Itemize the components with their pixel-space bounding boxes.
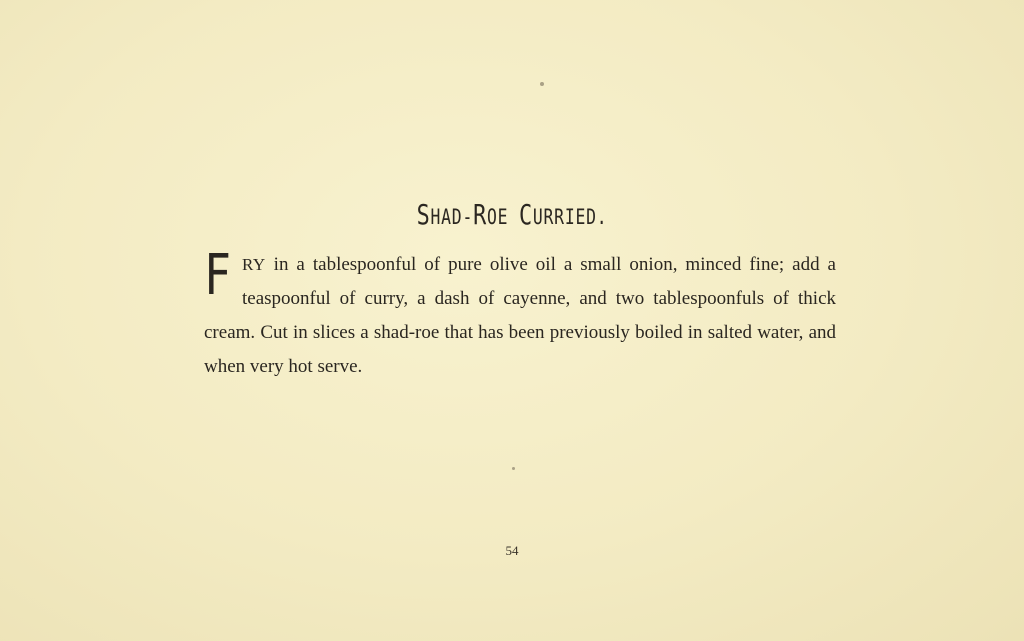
recipe-title [113,198,912,231]
title-initial-2: R [473,198,488,231]
paper-speck [512,467,515,470]
recipe-body-text: in a tablespoonful of pure olive oil a small onion, minced fine; add a teaspoonful of curry, a dash of cayenne, and two tablespoonfuls of thick cream. Cut in slices a shad-roe that has been previously boiled in salted water, and when very hot serve. [204,254,836,377]
title-initial-1: S [416,198,431,231]
recipe-paragraph [204,243,836,384]
title-initial-3: C [518,198,533,231]
page-number: 54 [505,543,519,558]
paper-speck [540,82,544,86]
drop-cap: F [204,243,231,308]
title-smallcaps-3: URRIED. [532,205,608,229]
title-smallcaps-2: OE [487,205,519,229]
lead-in-text: RY [242,255,266,274]
title-smallcaps-1: HAD- [430,205,474,229]
